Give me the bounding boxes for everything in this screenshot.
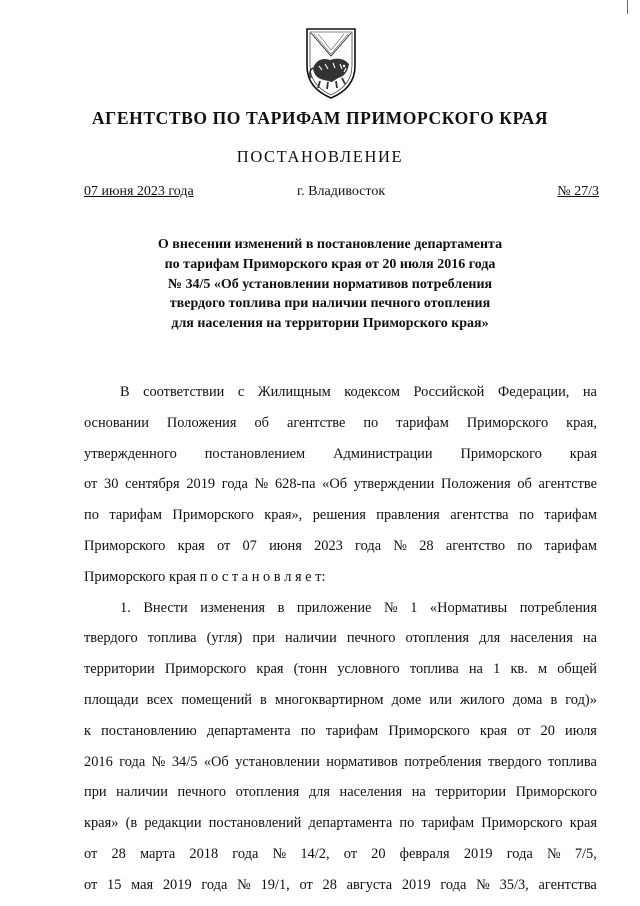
body-word: соответствии (143, 384, 225, 400)
body-line (84, 654, 597, 685)
body-word: постановлением (204, 445, 306, 462)
body-word: с (237, 384, 245, 400)
body-word: № (237, 876, 251, 893)
body-word: № (546, 845, 561, 862)
body-word: постановлений (208, 815, 302, 832)
body-word: агентства (450, 507, 509, 524)
body-word: (в (125, 815, 138, 832)
body-word: территории (435, 784, 507, 801)
body-word: многоквартирном (274, 691, 384, 708)
body-word: площади (84, 691, 139, 708)
body-line (84, 808, 597, 839)
body-word: 7/5, (574, 845, 597, 862)
body-word: от (299, 876, 313, 893)
body-word: края, (566, 414, 597, 431)
body-word: территории (84, 661, 155, 678)
body-word: Приморского (515, 784, 597, 801)
agency-name: АГЕНТСТВО ПО ТАРИФАМ ПРИМОРСКОГО КРАЯ (91, 108, 549, 128)
body-word: тарифам (396, 414, 449, 431)
body-word: 19/1, (260, 876, 290, 893)
body-word: тарифам (325, 722, 379, 739)
body-word: общей (557, 661, 597, 678)
body-word: 2023 (314, 537, 343, 554)
body-word: края (177, 537, 205, 554)
body-word: 28 (111, 845, 126, 862)
body-line (84, 562, 597, 593)
body-word: 20 (371, 845, 386, 862)
body-word: от (216, 537, 231, 554)
body-word: 07 (242, 537, 257, 554)
body-word: правления (376, 507, 440, 524)
body-word: агентства (538, 876, 597, 893)
body-word: по (399, 815, 415, 832)
body-word: топлива (409, 661, 459, 678)
body-word: по (519, 507, 534, 524)
body-word: Внести (143, 599, 188, 616)
body-word: июня (269, 537, 302, 554)
body-line (84, 439, 597, 470)
body-word: 628-па (274, 476, 316, 493)
page-corner-mark (627, 0, 628, 14)
body-word: года (355, 537, 382, 554)
body-word: всех (146, 691, 174, 708)
body-word: 28 (322, 876, 337, 893)
body-word: 30 (104, 476, 119, 493)
body-word: 28 (419, 537, 434, 554)
body-word: края (569, 815, 597, 832)
body-word: по (363, 414, 379, 431)
body-word: марта (139, 845, 176, 862)
body-word: края (569, 445, 597, 462)
body-word: Приморского (388, 722, 470, 739)
body-word: к (84, 722, 91, 739)
body-word: февраля (399, 845, 450, 862)
body-word: Приморского (164, 661, 247, 678)
body-word: № (272, 845, 287, 862)
body-word: по (517, 537, 533, 554)
body-word: № (393, 537, 408, 554)
body-word: приложение (296, 599, 372, 616)
body-word: № (254, 476, 269, 493)
body-word: года (119, 753, 146, 770)
body-word: постановлению (101, 722, 197, 739)
body-word: для (479, 630, 501, 647)
body-line (84, 531, 597, 562)
body-word: края», (264, 507, 303, 524)
body-word: сентября (125, 476, 180, 493)
body-word: 34/5 (171, 753, 198, 770)
body-word: населения (339, 784, 403, 801)
body-word: в (550, 691, 558, 708)
body-word: по (84, 507, 99, 524)
body-word: 2019 (463, 845, 493, 862)
body-word: нормативов (326, 753, 398, 770)
body-word: департамента (308, 815, 393, 832)
body-word: об (517, 476, 532, 493)
body-line (84, 870, 597, 901)
body-word: Приморского (460, 445, 542, 462)
body-word: «Нормативы (429, 599, 508, 616)
body-line (84, 716, 597, 747)
body-word: «Об (322, 476, 348, 493)
body-word: 2019 (162, 876, 192, 893)
body-line (84, 408, 597, 439)
body-word: Приморского (481, 815, 563, 832)
body-word: год)» (565, 691, 597, 708)
body-word: на (468, 661, 483, 678)
body-word: наличии (116, 784, 168, 801)
body-word: года (506, 845, 533, 862)
body-word: в (260, 691, 267, 708)
body-word: 15 (107, 876, 122, 893)
body-word: жилого (459, 691, 505, 708)
body-word: агентство (445, 537, 506, 554)
body-word: на (411, 784, 426, 801)
body-word: 20 (540, 722, 555, 739)
body-word: Положения (441, 476, 511, 493)
body-word: кодексом (344, 384, 400, 400)
body-word: Российской (413, 384, 485, 400)
body-word: потребления (404, 753, 482, 770)
document-number: № 27/3 (557, 184, 599, 199)
body-word: края» (84, 815, 119, 832)
body-word: отопления (235, 784, 300, 801)
body-word: утвержденного (84, 445, 177, 462)
title-line: для населения на территории Приморского края» (171, 316, 489, 332)
body-word: Федерации, (497, 384, 570, 400)
body-word: потребления (519, 599, 597, 616)
body-word: Жилищным (257, 384, 331, 400)
body-line (84, 500, 597, 531)
body-word: отопления (405, 630, 470, 647)
body-word: 2019 (401, 876, 431, 893)
body-word: 2019 (186, 476, 216, 493)
body-word: 2018 (189, 845, 219, 862)
body-word: при (84, 784, 107, 801)
body-word: редакции (144, 815, 202, 832)
body-word: топлива (548, 753, 597, 770)
document-body (84, 377, 597, 901)
body-word: тарифам (544, 537, 597, 554)
body-word: августа (346, 876, 393, 893)
document-city: г. Владивосток (297, 184, 386, 199)
body-word: июля (565, 722, 597, 739)
body-word: условного (337, 661, 400, 678)
body-word: топлива (147, 630, 197, 647)
body-word: № (383, 599, 398, 616)
body-word: наличии (285, 630, 337, 647)
document-date: 07 июня 2023 года (84, 184, 194, 199)
body-word: установлении (235, 753, 320, 770)
body-word: решения (312, 507, 366, 524)
body-word: года (221, 476, 248, 493)
document-title (120, 235, 540, 334)
body-word: края (479, 722, 508, 739)
body-word: или (429, 691, 452, 708)
body-word: Положения (166, 414, 237, 431)
body-line (84, 747, 597, 778)
body-word: 1 (410, 599, 418, 616)
body-word: тарифам (544, 507, 597, 524)
body-word: года (440, 876, 467, 893)
body-word: печного (177, 784, 227, 801)
body-word: по (300, 722, 316, 739)
body-line (84, 377, 597, 408)
body-word: 1 (493, 661, 501, 678)
body-word: кв. (510, 661, 528, 678)
body-line (84, 839, 597, 870)
body-word: агентстве (286, 414, 346, 431)
body-word: 14/2, (300, 845, 330, 862)
body-line (84, 623, 597, 654)
body-word: населения (510, 630, 573, 647)
body-word: края (256, 661, 284, 678)
body-word: доме (391, 691, 422, 708)
body-word: изменения (200, 599, 266, 616)
body-word: Приморского (84, 537, 166, 554)
body-word: м (537, 661, 548, 678)
body-word: твердого (487, 753, 542, 770)
body-word: Приморского края п о с т а н о в л я е т: (84, 568, 326, 585)
body-word: помещений (181, 691, 253, 708)
body-word: Приморского (466, 414, 549, 431)
body-word: № (476, 876, 490, 893)
title-line: твердого топлива при наличии печного отопления (169, 296, 491, 312)
body-word: 35/3, (499, 876, 529, 893)
body-word: № (151, 753, 166, 770)
body-word: на (582, 384, 597, 400)
title-line: № 34/5 «Об установлении нормативов потребления (167, 276, 493, 292)
body-word: агентстве (538, 476, 597, 493)
body-word: утверждении (353, 476, 435, 493)
body-word: от (517, 722, 531, 739)
body-word: от (84, 845, 98, 862)
body-word: мая (131, 876, 154, 893)
body-word: Администрации (333, 445, 433, 462)
body-word: (тонн (293, 661, 328, 678)
body-word: от (343, 845, 357, 862)
body-word: на (582, 630, 597, 647)
body-word: твердого (84, 630, 138, 647)
body-line (84, 777, 597, 808)
body-word: тарифам (421, 815, 475, 832)
body-word: «Об (203, 753, 229, 770)
body-word: при (252, 630, 275, 647)
body-word: Приморского (172, 507, 254, 524)
body-line (84, 593, 597, 624)
body-word: года (201, 876, 228, 893)
title-line: по тарифам Приморского края от 20 июля 2016 года (164, 256, 496, 272)
document-type: ПОСТАНОВЛЕНИЕ (236, 147, 404, 166)
body-word: тарифам (109, 507, 162, 524)
body-word: дома (512, 691, 543, 708)
body-word: печного (346, 630, 396, 647)
body-word: года (232, 845, 259, 862)
body-word: (угля) (206, 630, 243, 647)
body-line (84, 469, 597, 500)
title-line: О внесении изменений в постановление департамента (157, 237, 503, 252)
body-word: об (254, 414, 269, 431)
body-word: в (277, 599, 285, 616)
body-word: департамента (206, 722, 291, 739)
body-word: основании (84, 414, 149, 431)
body-word: В (120, 384, 130, 400)
body-word: 2016 (84, 753, 113, 770)
body-word: от (84, 876, 98, 893)
coat-of-arms-icon (302, 26, 360, 100)
body-line (84, 685, 597, 716)
body-word: 1. (120, 599, 131, 616)
body-word: для (308, 784, 330, 801)
body-word: от (84, 476, 98, 493)
